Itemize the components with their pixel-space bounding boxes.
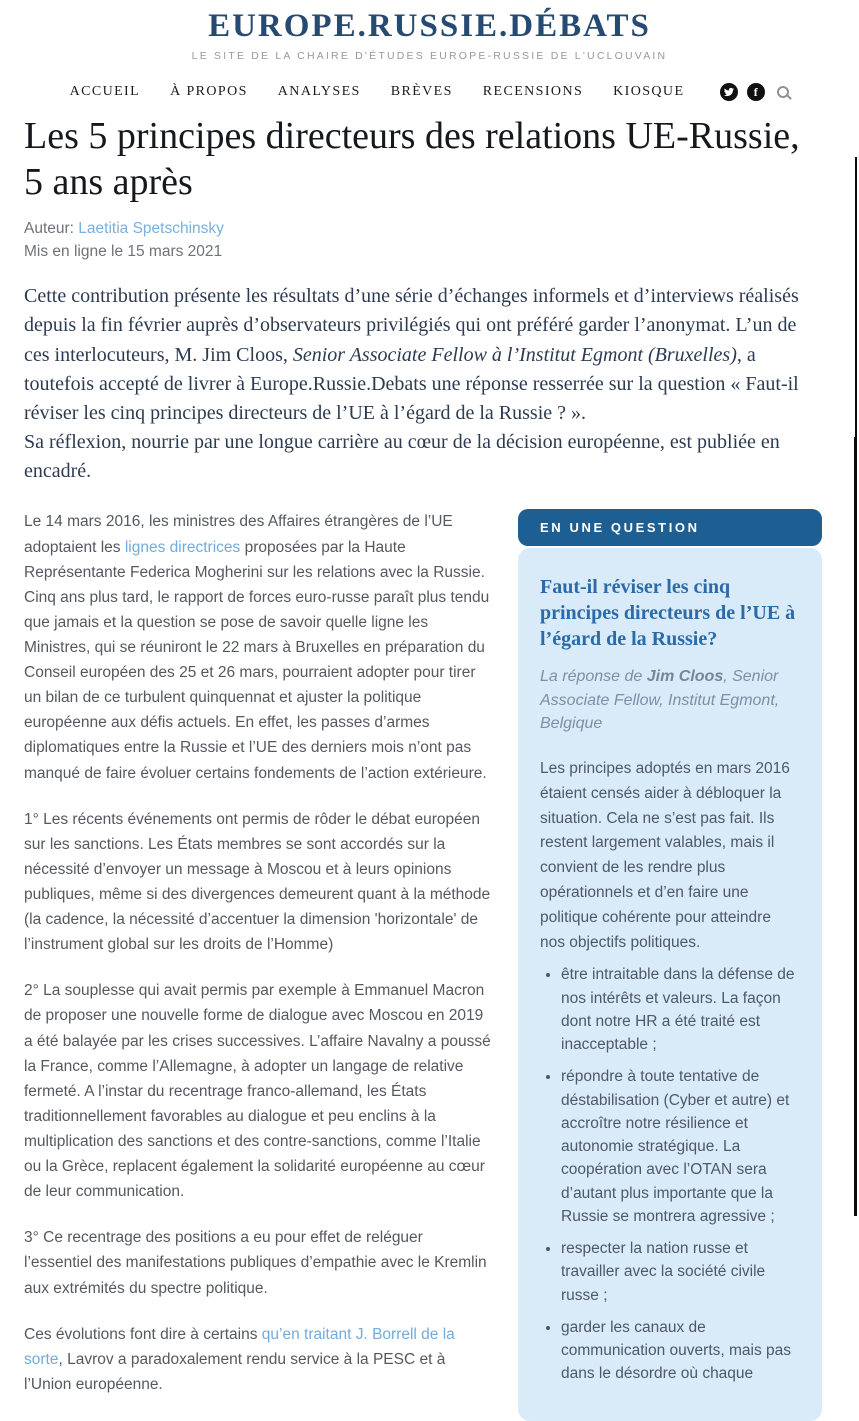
- scrollbar-thumb[interactable]: [854, 437, 857, 1216]
- nav-item-a-propos[interactable]: À PROPOS: [170, 84, 248, 99]
- sidebar-byline: [540, 665, 800, 735]
- article-intro: [24, 282, 822, 486]
- intro-text-2: , a toutefois accepté de livrer à Europe.Russie.Debats une réponse resserrée sur la question « Faut-il réviser les cinq principes directeurs de l’UE à l’égard de la Russie ? ».: [24, 343, 799, 424]
- author-line: [24, 218, 822, 240]
- byline-name: Jim Cloos: [646, 668, 724, 686]
- paragraph-5-text-after: , Lavrov a paradoxalement rendu service à la PESC et à l’Union européenne.: [24, 1350, 446, 1393]
- publish-date: Mis en ligne le 15 mars 2021: [24, 242, 223, 260]
- intro-italic: Senior Associate Fellow à l’Institut Egmont (Bruxelles): [292, 343, 737, 366]
- nav-item-recensions[interactable]: RECENSIONS: [482, 84, 584, 99]
- scrollbar-track[interactable]: [855, 157, 857, 437]
- byline-suffix: , Senior Associate Fellow, Institut Egmont, Belgique: [540, 668, 780, 732]
- sidebar-panel: [518, 548, 822, 1420]
- social-icons: [720, 83, 789, 101]
- paragraph-1: [24, 509, 494, 785]
- facebook-icon[interactable]: f: [747, 83, 765, 101]
- nav-item-breves[interactable]: BRÈVES: [390, 84, 453, 99]
- nav-item-analyses[interactable]: ANALYSES: [277, 84, 361, 99]
- intro-text-1: Cette contribution présente les résultats d’une série d’échanges informels et d’interviews réalisés depuis la fin février auprès d’observateurs privilégiés qui ont préféré garder l’anonymat. L’un de ces interlocuteurs, M. Jim Cloos,: [24, 285, 799, 366]
- page-title: Les 5 principes directeurs des relations UE-Russie, 5 ans après: [24, 115, 800, 203]
- sidebar-tab-label: EN UNE QUESTION: [518, 509, 822, 546]
- search-icon[interactable]: [777, 86, 789, 98]
- nav-item-accueil[interactable]: ACCUEIL: [69, 84, 141, 99]
- twitter-icon[interactable]: [720, 83, 738, 101]
- bullet-item: • être intraitable dans la défense de nos intérêts et valeurs. La façon dont notre HR a été traité est inacceptable ;: [561, 963, 800, 1056]
- paragraph-1-text-after: proposées par la Haute Représentante Federica Mogherini sur les relations avec la Russie. Cinq ans plus tard, le rapport de forces euro-russe paraît plus tendu que jamais et la question se pose de savoir quelle ligne les Ministres, qui se réuniront le 22 mars à Bruxelles en préparation du Conseil européen des 25 et 26 mars, pourraient adopter pour tirer un bilan de ce turbulent quinquennat et ajuster la politique européenne aux défis actuels. En effet, les passes d’armes diplomatiques entre la Russie et l’UE des derniers mois n’ont pas manqué de faire évoluer certains fondements de l’action extérieure.: [24, 538, 490, 782]
- byline-prefix: La réponse de: [540, 668, 647, 686]
- site-title[interactable]: EUROPE.RUSSIE.DÉBATS: [208, 8, 651, 44]
- bullet-item: • garder les canaux de communication ouverts, mais pas dans le désordre où chaque: [561, 1316, 800, 1386]
- nav-item-kiosque[interactable]: KIOSQUE: [613, 84, 685, 99]
- bullet-item: • respecter la nation russe et travailler avec la société civile russe ;: [561, 1237, 800, 1307]
- question-sidebar: [518, 509, 822, 1420]
- lignes-directrices-link[interactable]: lignes directrices: [124, 538, 241, 556]
- paragraph-3: 2° La souplesse qui avait permis par exemple à Emmanuel Macron de proposer une nouvelle forme de dialogue avec Moscou en 2019 a été balayée par les crises successives. L’affaire Navalny a poussé la France, comme l’Allemagne, à adopter un langage de relative fermeté. A l’instar du recentrage franco-allemand, les États traditionnellement favorables au dialogue et peu enclins à la multiplication des sanctions et des contre-sanctions, comme l’Italie ou la Grèce, replacent également la solidarité européenne au cœur de leur communication.: [24, 982, 491, 1201]
- content-columns: [24, 509, 822, 1420]
- bullet-item: • répondre à toute tentative de déstabilisation (Cyber et autre) et accroître notre résilience et autonomie stratégique. La coopération avec l’OTAN sera d’autant plus importante que la Russie se montrera agressive ;: [561, 1065, 800, 1228]
- paragraph-2: 1° Les récents événements ont permis de rôder le débat européen sur les sanctions. Les États membres se sont accordés sur la nécessité d’envoyer un message à Moscou et à leurs opinions publiques, même si des divergences demeurent quant à la méthode (la cadence, la nécessité d’accentuer la dimension 'horizontale' de l’instrument global sur les droits de l’Homme): [24, 810, 491, 954]
- author-link[interactable]: Laetitia Spetschinsky: [78, 220, 224, 238]
- paragraph-4: 3° Ce recentrage des positions a eu pour effet de reléguer l’essentiel des manifestations publiques d’empathie avec le Kremlin aux extrémités du spectre politique.: [24, 1229, 487, 1297]
- paragraph-5-text: Ces évolutions font dire à certains: [24, 1325, 262, 1343]
- main-nav: [0, 83, 859, 101]
- sidebar-question: Faut-il réviser les cinq principes directeurs de l’UE à l’égard de la Russie?: [540, 576, 796, 651]
- sidebar-answer-intro: Les principes adoptés en mars 2016 étaient censés aider à débloquer la situation. Cela ne s’est pas fait. Ils restent largement valables, mais il convient de les rendre plus opérationnels et d’en faire une politique cohérente pour atteindre nos objectifs politiques.: [540, 760, 790, 951]
- site-header: [0, 0, 859, 101]
- article-meta: [24, 218, 822, 263]
- paragraph-5: [24, 1322, 494, 1397]
- intro-text-3: Sa réflexion, nourrie par une longue carrière au cœur de la décision européenne, est publiée en encadré.: [24, 431, 780, 483]
- article-body: [24, 509, 494, 1418]
- article: [0, 114, 859, 1421]
- sidebar-bullet-list: [540, 963, 800, 1385]
- paragraph-1-text: Le 14 mars 2016, les ministres des Affaires étrangères de l’UE adoptaient les: [24, 513, 453, 556]
- site-tagline: LE SITE DE LA CHAIRE D'ÉTUDES EUROPE-RUSSIE DE L'UCLOUVAIN: [191, 50, 668, 62]
- borrell-link[interactable]: qu’en traitant J. Borrell de la sorte: [24, 1325, 455, 1368]
- author-label: Auteur:: [24, 220, 74, 238]
